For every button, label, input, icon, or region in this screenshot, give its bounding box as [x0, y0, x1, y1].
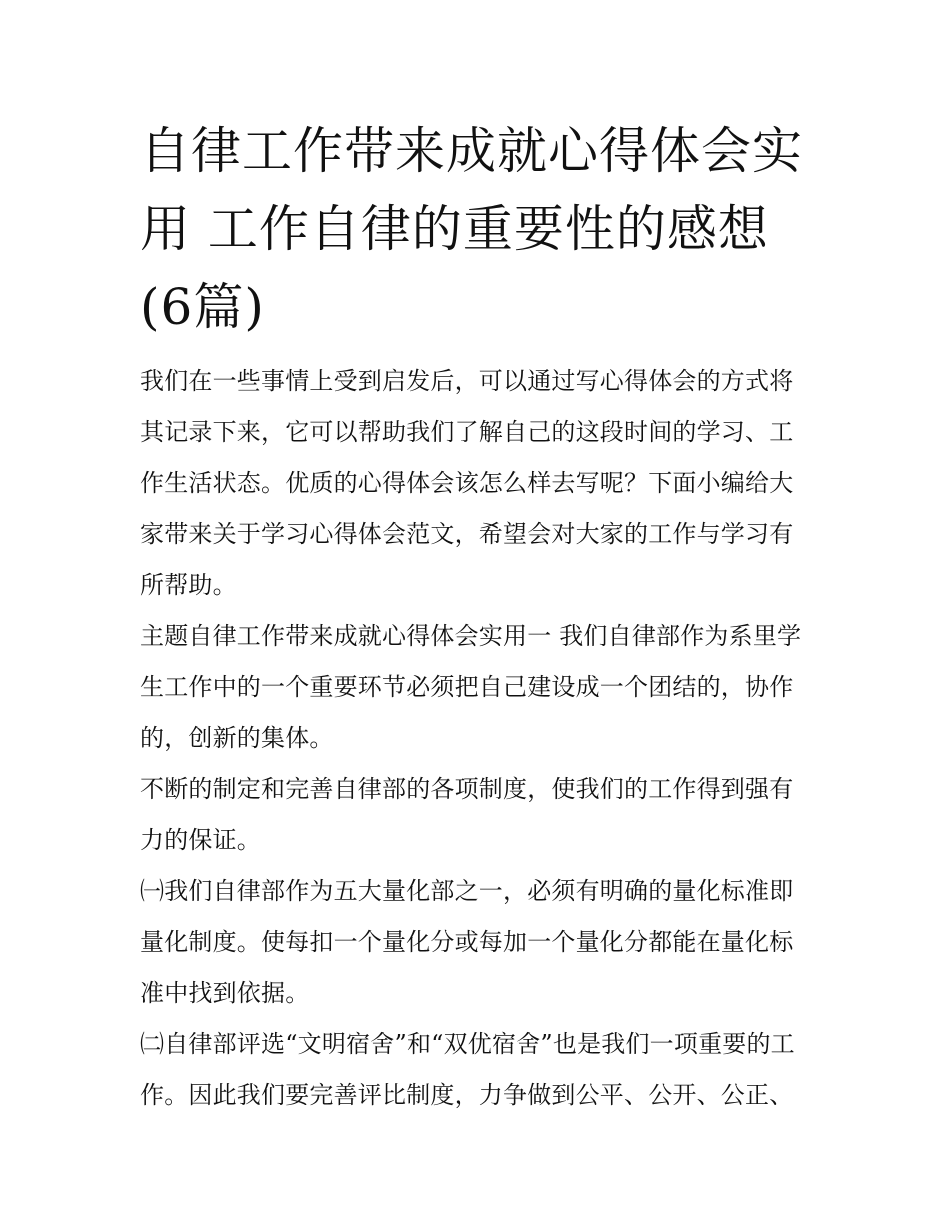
document-title: 自律工作带来成就心得体会实用 工作自律的重要性的感想(6篇) [140, 122, 803, 336]
paragraph-topic: 主题自律工作带来成就心得体会实用一 我们自律部作为系里学生工作中的一个重要环节必须把自己建设成一个团结的，协作的，创新的集体。 [140, 622, 802, 752]
document-body [140, 112, 812, 1121]
paragraph-item-2: ㈡自律部评选“文明宿舍”和“双优宿舍”也是我们一项重要的工作。因此我们要完善评比制度，力争做到公平、公开、公正、 [140, 1030, 795, 1109]
paragraph-intro: 我们在一些事情上受到启发后，可以通过写心得体会的方式将其记录下来，它可以帮助我们了解自己的这段时间的学习、工作生活状态。优质的心得体会该怎么样去写呢？下面小编给大家带来关于学习心得体会范文，希望会对大家的工作与学习有所帮助。 [140, 367, 794, 599]
paragraph-item-1: ㈠我们自律部作为五大量化部之一，必须有明确的量化标准即量化制度。使每扣一个量化分或每加一个量化分都能在量化标准中找到依据。 [140, 877, 794, 1007]
paragraph-regulations: 不断的制定和完善自律部的各项制度，使我们的工作得到强有力的保证。 [140, 775, 794, 854]
